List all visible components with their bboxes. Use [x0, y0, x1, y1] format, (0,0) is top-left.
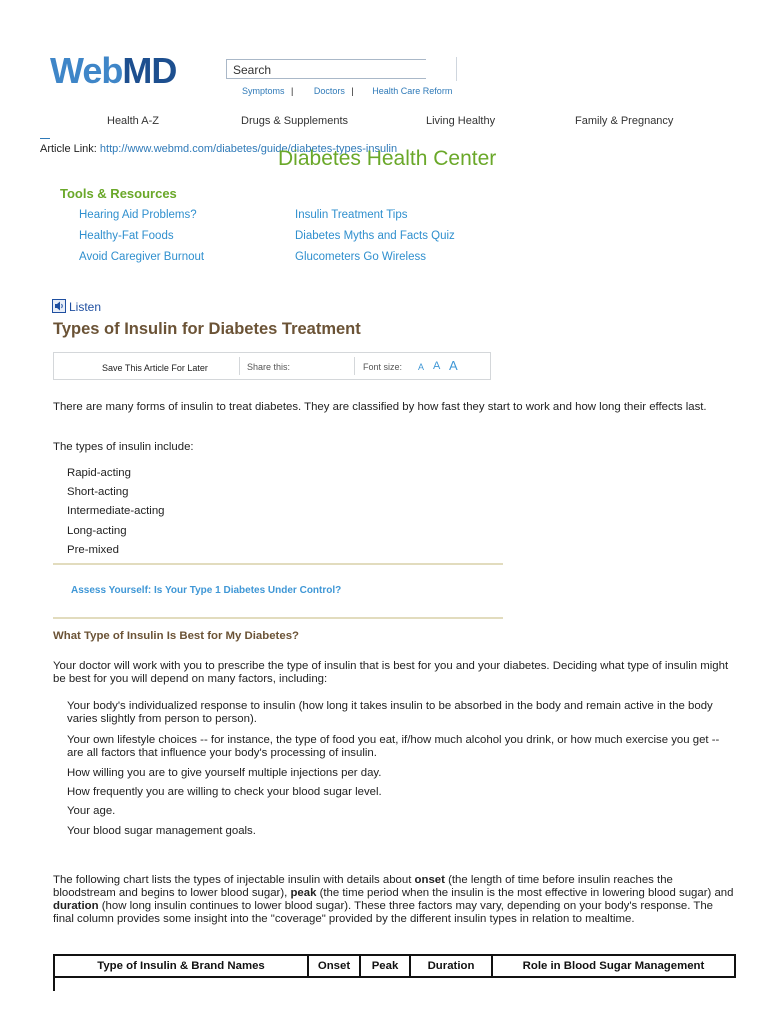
tool-link[interactable]: Healthy-Fat Foods — [79, 230, 174, 242]
webmd-logo[interactable] — [50, 50, 176, 92]
font-size-label: Font size: — [363, 362, 403, 372]
nav-health-az[interactable]: Health A-Z — [107, 115, 159, 127]
header-sublinks — [242, 86, 452, 96]
symptoms-link[interactable]: Symptoms — [242, 86, 285, 96]
tool-link[interactable]: Diabetes Myths and Facts Quiz — [295, 230, 455, 242]
list-item: Pre-mixed — [67, 544, 119, 556]
list-item: Short-acting — [67, 486, 129, 498]
section-heading: What Type of Insulin Is Best for My Diabetes? — [53, 630, 299, 642]
article-link-label: Article Link: — [40, 143, 97, 155]
health-center-title: Diabetes Health Center — [278, 147, 497, 170]
chart-text: (the length of time before insulin reaches the bloodstream and begins to lower blood sugar), — [53, 874, 673, 899]
font-medium-button[interactable]: A — [433, 360, 441, 372]
peak-term: peak — [290, 887, 317, 899]
list-item: Your age. — [67, 805, 116, 817]
search-input[interactable]: Search — [226, 59, 426, 79]
nav-family-pregnancy[interactable]: Family & Pregnancy — [575, 115, 674, 127]
table-header: Type of Insulin & Brand Names — [54, 955, 308, 977]
nav-living-healthy[interactable]: Living Healthy — [426, 115, 496, 127]
listen-label: Listen — [69, 300, 102, 314]
tools-heading: Tools & Resources — [60, 186, 177, 201]
section-intro: Your doctor will work with you to prescribe the type of insulin that is best for you and your diabetes. Deciding what type of insulin might be best for you will depend on many factors, including: — [53, 660, 729, 685]
table-header: Role in Blood Sugar Management — [492, 955, 735, 977]
list-item: How willing you are to give yourself multiple injections per day. — [67, 767, 382, 779]
list-item: Long-acting — [67, 525, 127, 537]
article-toolbar — [53, 352, 491, 380]
table-header: Onset — [308, 955, 360, 977]
logo-web-text: Web — [50, 50, 123, 91]
font-small-button[interactable]: A — [418, 362, 425, 372]
chart-intro-paragraph — [53, 874, 736, 926]
list-item: Rapid-acting — [67, 467, 131, 479]
tool-link[interactable]: Insulin Treatment Tips — [295, 209, 408, 221]
save-article-button[interactable]: Save This Article For Later — [102, 363, 208, 373]
list-item: Your body's individualized response to insulin (how long it takes insulin to be absorbed in the body and remain active in the body varies slightly from person to person). — [67, 700, 713, 725]
toolbar-divider — [354, 357, 355, 375]
tool-link[interactable]: Hearing Aid Problems? — [79, 209, 197, 221]
duration-term: duration — [53, 900, 99, 912]
search-divider — [456, 57, 457, 81]
table-body-edge — [53, 977, 55, 991]
toolbar-divider — [239, 357, 240, 375]
listen-button[interactable] — [52, 299, 101, 314]
sublink-separator: | — [291, 86, 294, 96]
sublink-separator: | — [351, 86, 354, 96]
insulin-table — [53, 954, 736, 978]
article-url-link[interactable]: http://www.webmd.com/diabetes/guide/diabetes-types-insulin — [99, 143, 398, 155]
intro-paragraph: There are many forms of insulin to treat diabetes. They are classified by how fast they start to work and how long their effects last. — [53, 401, 707, 413]
list-item: How frequently you are willing to check your blood sugar level. — [67, 786, 382, 798]
assess-yourself-link[interactable]: Assess Yourself: Is Your Type 1 Diabetes Under Control? — [71, 585, 342, 596]
table-header-row — [54, 955, 735, 977]
onset-term: onset — [414, 874, 445, 886]
chart-text: (the time period when the insulin is the most effective in lowering blood sugar) and — [316, 887, 734, 899]
list-item: Your own lifestyle choices -- for instance, the type of food you eat, if/how much alcohol you drink, or how much exercise you get -- are all factors that influence your body's processing of insulin. — [67, 734, 720, 759]
underline-mark — [40, 138, 50, 139]
table-header: Peak — [360, 955, 410, 977]
list-item: Intermediate-acting — [67, 505, 165, 517]
nav-drugs-supplements[interactable]: Drugs & Supplements — [241, 115, 348, 127]
types-intro: The types of insulin include: — [53, 441, 194, 453]
chart-text: The following chart lists the types of injectable insulin with details about — [53, 874, 415, 886]
divider-rule — [53, 563, 503, 565]
logo-md-text: MD — [122, 50, 177, 91]
table-header: Duration — [410, 955, 492, 977]
speaker-icon — [52, 299, 66, 313]
divider-rule — [53, 617, 503, 619]
font-large-button[interactable]: A — [449, 358, 458, 373]
page-title: Types of Insulin for Diabetes Treatment — [53, 320, 361, 338]
list-item: Your blood sugar management goals. — [67, 825, 256, 837]
tool-link[interactable]: Avoid Caregiver Burnout — [79, 251, 205, 263]
health-care-reform-link[interactable]: Health Care Reform — [372, 86, 453, 96]
share-label: Share this: — [247, 362, 291, 372]
chart-text: (how long insulin continues to lower blood sugar). These three factors may vary, depending on your body's response. The final column provides some insight into the "coverage" provided by the different insulin types in relation to mealtime. — [53, 900, 714, 925]
tool-link[interactable]: Glucometers Go Wireless — [295, 251, 427, 263]
doctors-link[interactable]: Doctors — [313, 86, 345, 96]
